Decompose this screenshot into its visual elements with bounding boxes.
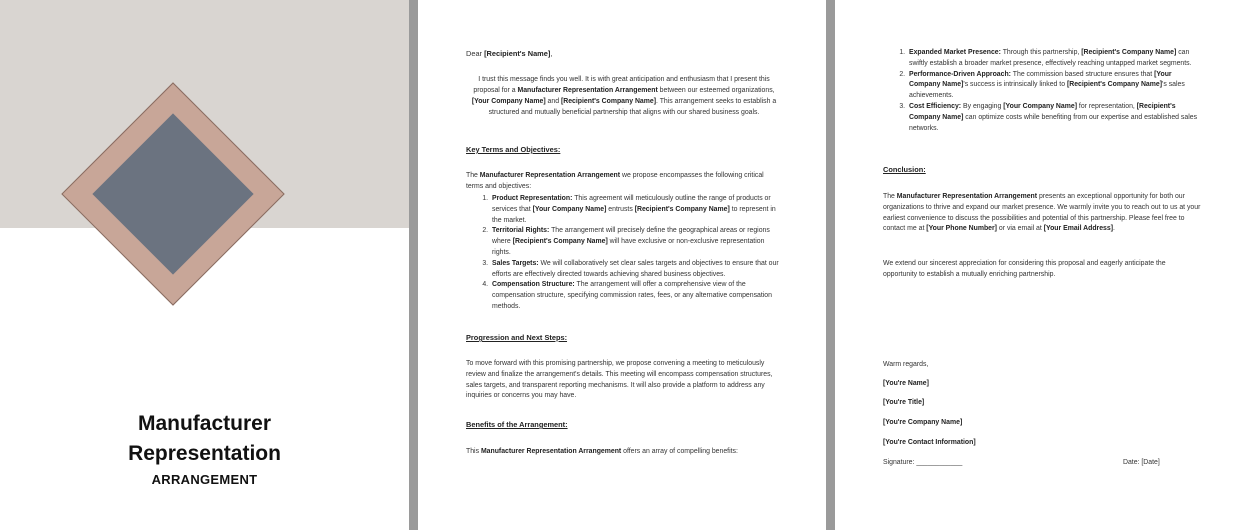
conclusion-paragraph: The Manufacturer Representation Arrangement presents an exceptional opportunity for both our organizations to thrive and expand our market presence. We warmly invite you to reach out to us at your earliest convenience to discuss the possibilities and potential of this partnership. Please feel free to contact me at [Your Phone Number] or via email at [Your Email Address]. [883,193,1201,233]
sender-name: [You're Name] [883,380,929,387]
progression-paragraph: To move forward with this promising partnership, we propose convening a meeting to meticulously review and finalize the arrangement's details. This meeting will encompass compensation structures, sales targets, and transparent reporting mechanisms. It will also provide a platform to address any inquiries or concerns you may have. [466,360,773,400]
closing-paragraph: We extend our sincerest appreciation for considering this proposal and eagerly anticipate the opportunity to establish a mutually enriching partnership. [883,260,1166,278]
sender-company: [You're Company Name] [883,419,963,426]
key-term-item: 3. Sales Targets: We will collaboratively set clear sales targets and objectives to ensure that our efforts are effectively directed towards achieving shared business objectives. [490,259,782,281]
key-term-item: 1. Product Representation: This agreement will meticulously outline the range of products or services that [Your Company Name] entrusts [Recipient's Company Name] to represent in the market. [490,194,782,226]
benefit-item: 2. Performance-Driven Approach: The commission based structure ensures that [Your Company Name]'s success is intrinsically linked to [Recipient's Company Name]'s sales achievements. [907,70,1201,102]
intro-paragraph: I trust this message finds you well. It is with great anticipation and enthusiasm that I present this proposal for a Manufacturer Representation Arrangement between our esteemed organizations, [Your Company Name] and [Recipient's Company Name]. This arrangement seeks to establish a structured and mutually beneficial partnership that aligns with our shared business goals. [471,76,777,116]
key-term-item: 2. Territorial Rights: The arrangement will precisely define the geographical areas or regions where [Recipient's Company Name] will have exclusive or non-exclusive representation rights. [490,226,782,258]
cover-title-line2: Representation [128,442,281,465]
cover-subtitle: ARRANGEMENT [151,472,258,487]
date-line: Date: [Date] [1123,459,1160,466]
key-terms-heading: Key Terms and Objectives: [466,145,561,154]
sender-title: [You're Title] [883,399,925,406]
benefit-item: 1. Expanded Market Presence: Through this partnership, [Recipient's Company Name] can swiftly establish a broader market presence, effectively reaching untapped market segments. [907,48,1201,70]
warm-regards: Warm regards, [883,361,929,368]
sender-contact: [You're Contact Information] [883,439,976,446]
key-terms-list [466,194,782,313]
recipient-name-placeholder: [Recipient's Name] [484,49,551,58]
benefits-intro: This Manufacturer Representation Arrangement offers an array of compelling benefits: [466,448,738,455]
letter-page-1 [418,0,826,530]
benefits-heading: Benefits of the Arrangement: [466,420,568,429]
signature-line: Signature: ____________ [883,459,963,466]
benefits-list [883,48,1201,134]
conclusion-heading: Conclusion: [883,165,926,174]
cover-title-line1: Manufacturer [137,412,272,435]
cover-page [0,0,409,530]
progression-heading: Progression and Next Steps: [466,333,568,342]
letter-page-2 [835,0,1244,530]
key-term-item: 4. Compensation Structure: The arrangement will offer a comprehensive view of the compensation structure, specifying commission rates, fees, or any alternative compensation methods. [490,280,782,312]
greeting: Dear [Recipient's Name], [466,49,553,58]
key-terms-intro: The Manufacturer Representation Arrangement we propose encompasses the following critical terms and objectives: [466,172,764,190]
benefit-item: 3. Cost Efficiency: By engaging [Your Company Name] for representation, [Recipient's Company Name] can optimize costs while benefiting from our expertise and established sales networks. [907,102,1201,134]
